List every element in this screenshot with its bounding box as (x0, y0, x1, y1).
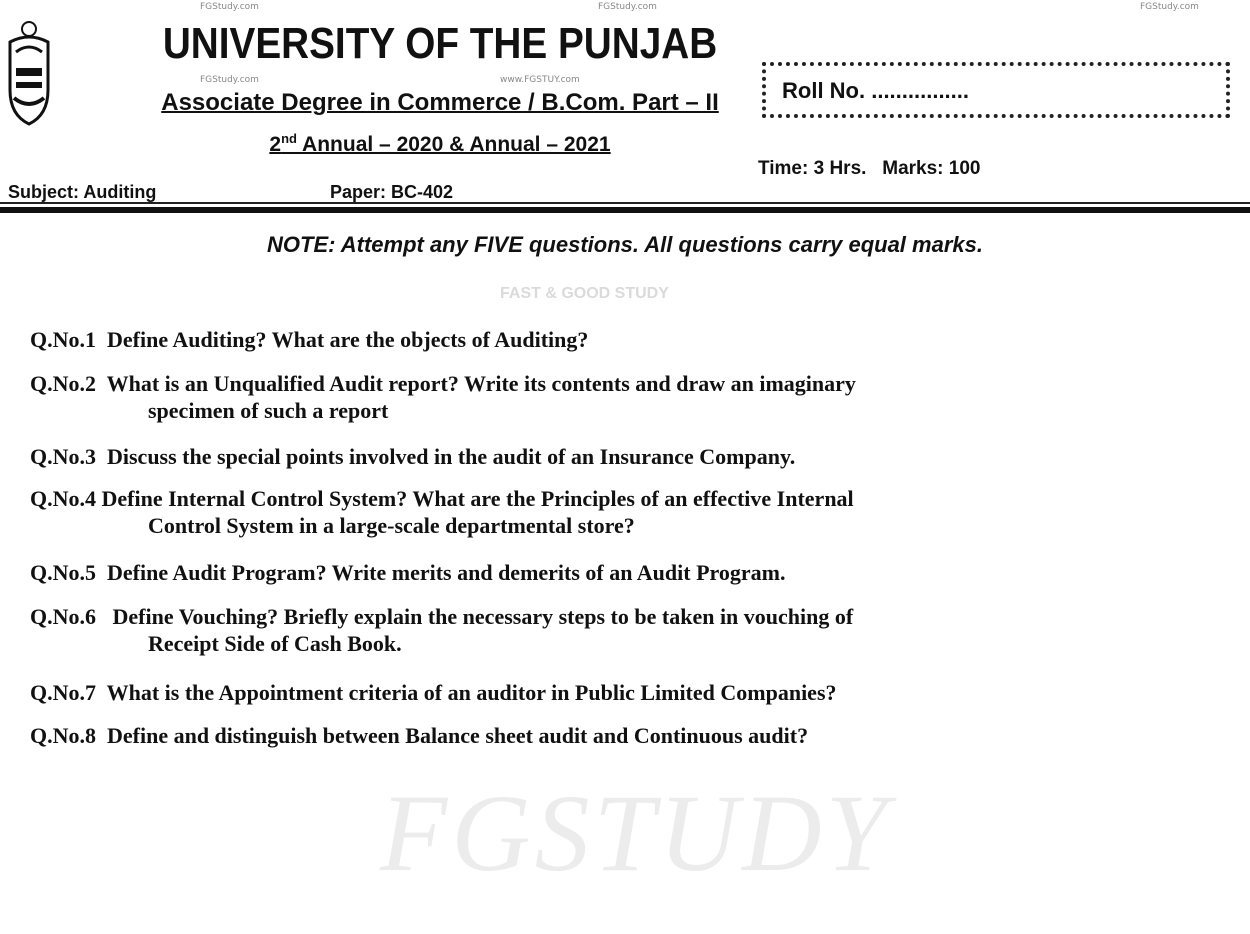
time-marks: Time: 3 Hrs. Marks: 100 (758, 158, 981, 179)
question-label: Q.No.3 (30, 444, 96, 469)
question-text-cont: Receipt Side of Cash Book. (148, 631, 402, 656)
question-text: What is the Appointment criteria of an auditor in Public Limited Companies? (106, 680, 837, 705)
divider (0, 202, 1250, 204)
question-3 (30, 443, 1230, 470)
university-logo-icon (4, 20, 54, 128)
watermark-text: FGStudy.com (598, 2, 657, 12)
question-text: Define Audit Program? Write merits and demerits of an Audit Program. (107, 560, 786, 585)
question-text: Define Internal Control System? What are the Principles of an effective Internal (101, 486, 854, 511)
question-text-cont: specimen of such a report (148, 398, 389, 423)
question-7 (30, 679, 1230, 706)
watermark-text: FGStudy.com (1140, 2, 1199, 12)
watermark-logo: FGSTUDY (380, 772, 891, 894)
question-1 (30, 326, 1230, 353)
watermark-slogan: FAST & GOOD STUDY (500, 285, 669, 302)
session-line (90, 126, 790, 158)
question-label: Q.No.7 (30, 680, 96, 705)
question-text: Discuss the special points involved in the audit of an Insurance Company. (107, 444, 796, 469)
roll-no-box (762, 62, 1230, 118)
university-title: UNIVERSITY OF THE PUNJAB (162, 19, 718, 68)
roll-no-label: Roll No. ................ (782, 78, 970, 103)
degree-subtitle (90, 88, 790, 118)
watermark-text: FGStudy.com (200, 75, 259, 85)
session-years: Annual – 2020 & Annual – 2021 (297, 133, 611, 156)
question-8 (30, 722, 1230, 749)
question-label: Q.No.4 (30, 486, 96, 511)
divider (0, 207, 1250, 213)
question-label: Q.No.1 (30, 327, 96, 352)
question-4 (30, 485, 1230, 539)
question-label: Q.No.2 (30, 371, 96, 396)
session-text (269, 133, 610, 156)
question-2 (30, 370, 1230, 424)
question-5 (30, 559, 1230, 586)
question-text-cont: Control System in a large-scale departmental store? (148, 513, 635, 538)
session-num: 2 (269, 133, 282, 156)
question-label: Q.No.6 (30, 604, 96, 629)
question-label: Q.No.8 (30, 723, 96, 748)
subject: Subject: Auditing (8, 182, 157, 202)
question-6 (30, 603, 1230, 657)
watermark-text: www.FGSTUY.com (500, 75, 580, 85)
question-text: Define Vouching? Briefly explain the necessary steps to be taken in vouching of (112, 604, 854, 629)
watermark-text: FGStudy.com (200, 2, 259, 12)
instructions-note: NOTE: Attempt any FIVE questions. All questions carry equal marks. (267, 232, 983, 257)
question-text: Define Auditing? What are the objects of Auditing? (107, 327, 589, 352)
degree-text: Associate Degree in Commerce / B.Com. Part – II (161, 89, 719, 116)
question-text: Define and distinguish between Balance sheet audit and Continuous audit? (107, 723, 809, 748)
question-text: What is an Unqualified Audit report? Write its contents and draw an imaginary (106, 371, 856, 396)
question-label: Q.No.5 (30, 560, 96, 585)
session-sup: nd (281, 131, 297, 146)
paper-code: Paper: BC-402 (330, 182, 454, 202)
